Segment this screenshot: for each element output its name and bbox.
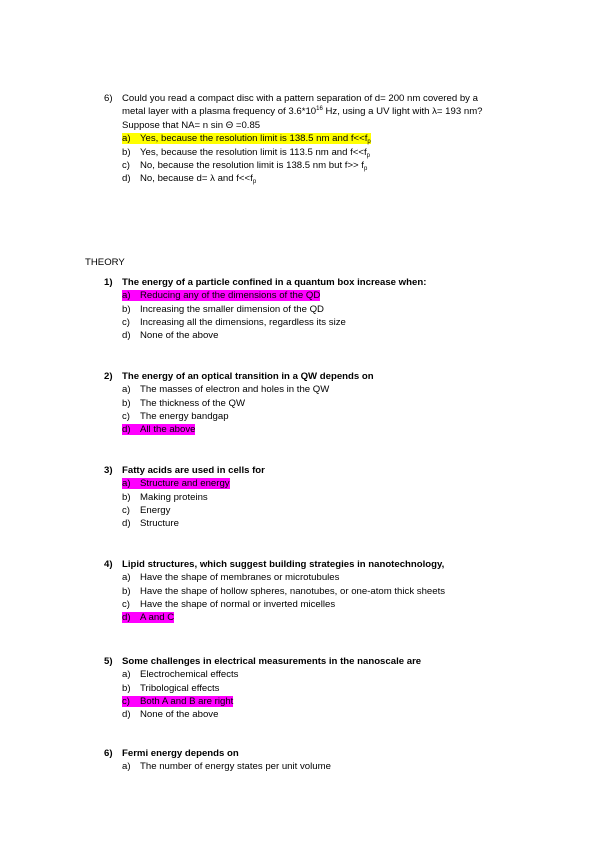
- question-number: 5): [104, 656, 113, 667]
- option-letter: b): [122, 397, 131, 409]
- question-number: 3): [104, 465, 113, 476]
- answer-option: [122, 289, 524, 302]
- answer-option: [122, 611, 524, 624]
- answer-option: [122, 303, 524, 316]
- question-block: [104, 370, 524, 436]
- highlighted-answer: [122, 478, 230, 489]
- option-letter: c): [122, 316, 130, 328]
- option-letter: a): [122, 669, 131, 681]
- answer-option: [122, 146, 524, 159]
- option-text: None of the above: [140, 709, 219, 721]
- answer-option: [122, 477, 524, 490]
- question-number: 2): [104, 371, 113, 382]
- stem-line-2: [122, 105, 524, 118]
- option-letter: a): [122, 478, 131, 490]
- option-text: The energy bandgap: [140, 410, 229, 422]
- exponent: 16: [316, 106, 323, 113]
- answer-option: [122, 491, 524, 504]
- option-letter: c): [122, 410, 130, 422]
- subscript: p: [252, 179, 257, 186]
- question-6-top: [104, 92, 524, 186]
- subscript: p: [363, 166, 368, 172]
- option-text: None of the above: [140, 330, 219, 342]
- option-text: Increasing all the dimensions, regardless its size: [140, 316, 346, 328]
- answer-option: [122, 760, 524, 773]
- stem-line-3: Suppose that NA= n sin Θ =0.85: [122, 119, 261, 131]
- section-heading-theory: THEORY: [85, 257, 125, 268]
- option-text: Yes, because the resolution limit is 113.5 nm and f<<f: [140, 146, 367, 158]
- question-title: Lipid structures, which suggest building strategies in nanotechnology,: [122, 559, 445, 570]
- option-letter: d): [122, 330, 131, 342]
- answer-option: [122, 423, 524, 436]
- answer-options: [122, 383, 524, 436]
- answer-option: [122, 172, 524, 185]
- question-title: The energy of a particle confined in a quantum box increase when:: [122, 277, 427, 288]
- option-text: The number of energy states per unit volume: [140, 761, 331, 773]
- answer-option: [122, 410, 524, 423]
- highlighted-answer: [122, 612, 174, 623]
- option-letter: c): [122, 695, 130, 707]
- option-letter: d): [122, 518, 131, 530]
- option-letter: b): [122, 585, 131, 597]
- answer-option: [122, 571, 524, 584]
- answer-option: [122, 695, 524, 708]
- question-block: [104, 464, 524, 530]
- stem-line-2-tail: Hz, using a UV light with λ= 193 nm?: [322, 106, 483, 118]
- highlighted-answer: [122, 290, 320, 301]
- answer-option: [122, 316, 524, 329]
- stem-line-1: Could you read a compact disc with a pattern separation of d= 200 nm covered by a: [122, 93, 478, 104]
- option-letter: b): [122, 303, 131, 315]
- option-letter: b): [122, 682, 131, 694]
- answer-options: [122, 668, 524, 721]
- option-text: All the above: [140, 424, 196, 436]
- option-text: Reducing any of the dimensions of the QD: [140, 290, 321, 302]
- answer-option: [122, 397, 524, 410]
- option-text: The masses of electron and holes in the QW: [140, 384, 330, 396]
- option-text: The thickness of the QW: [140, 397, 246, 409]
- answer-options: [122, 571, 524, 624]
- question-number: 4): [104, 559, 113, 570]
- question-title: The energy of an optical transition in a QW depends on: [122, 371, 374, 382]
- answer-option: [122, 504, 524, 517]
- option-letter: c): [122, 160, 130, 171]
- question-block: [104, 655, 524, 721]
- option-text: Structure: [140, 518, 179, 530]
- answer-option: [122, 682, 524, 695]
- option-text: Electrochemical effects: [140, 669, 239, 681]
- option-text: Making proteins: [140, 491, 208, 503]
- answer-option: [122, 159, 524, 172]
- answer-options: [122, 760, 524, 773]
- option-text: No, because d= λ and f<<f: [140, 173, 253, 185]
- answer-options: [122, 132, 524, 186]
- option-letter: d): [122, 612, 131, 624]
- question-stem: [122, 92, 524, 132]
- option-text: No, because the resolution limit is 138.5 nm but f>> f: [140, 160, 364, 171]
- answer-option: [122, 517, 524, 530]
- option-text: Have the shape of hollow spheres, nanotubes, or one-atom thick sheets: [140, 585, 446, 597]
- subscript: p: [366, 152, 370, 159]
- option-letter: d): [122, 709, 131, 721]
- answer-option: [122, 668, 524, 681]
- question-number: 1): [104, 277, 113, 288]
- option-text: Increasing the smaller dimension of the QD: [140, 303, 324, 315]
- option-text: Structure and energy: [140, 478, 230, 490]
- option-letter: d): [122, 173, 131, 185]
- question-block: [104, 747, 524, 774]
- answer-option: [122, 329, 524, 342]
- question-block: [104, 558, 524, 624]
- option-letter: a): [122, 572, 131, 584]
- option-letter: a): [122, 290, 131, 302]
- option-text: Energy: [140, 504, 171, 516]
- option-text: Yes, because the resolution limit is 138.5 nm and f<<f: [140, 133, 368, 145]
- option-letter: d): [122, 424, 131, 436]
- option-text: Both A and B are right: [140, 695, 234, 707]
- answer-options: [122, 477, 524, 530]
- option-text: Tribological effects: [140, 682, 220, 694]
- option-text: A and C: [140, 612, 175, 624]
- question-title: Fatty acids are used in cells for: [122, 465, 265, 476]
- subscript: p: [367, 139, 371, 146]
- option-text: Have the shape of membranes or microtubules: [140, 572, 340, 584]
- answer-option: [122, 132, 524, 145]
- answer-option: [122, 383, 524, 396]
- option-letter: a): [122, 384, 131, 396]
- answer-option: [122, 585, 524, 598]
- question-number: 6): [104, 748, 113, 759]
- answer-option: [122, 598, 524, 611]
- option-letter: b): [122, 491, 131, 503]
- stem-line-2-text: metal layer with a plasma frequency of 3.6*10: [122, 106, 317, 118]
- highlighted-answer: [122, 696, 233, 707]
- option-letter: b): [122, 146, 131, 158]
- option-letter: a): [122, 133, 131, 145]
- highlighted-answer: [122, 424, 195, 435]
- question-block: [104, 276, 524, 342]
- highlighted-answer: [122, 133, 371, 144]
- option-letter: c): [122, 504, 130, 516]
- question-title: Fermi energy depends on: [122, 748, 239, 759]
- option-text: Have the shape of normal or inverted micelles: [140, 598, 336, 610]
- answer-option: [122, 708, 524, 721]
- question-number: 6): [104, 93, 113, 104]
- answer-options: [122, 289, 524, 342]
- option-letter: c): [122, 598, 130, 610]
- option-letter: a): [122, 761, 131, 773]
- question-title: Some challenges in electrical measurements in the nanoscale are: [122, 656, 422, 667]
